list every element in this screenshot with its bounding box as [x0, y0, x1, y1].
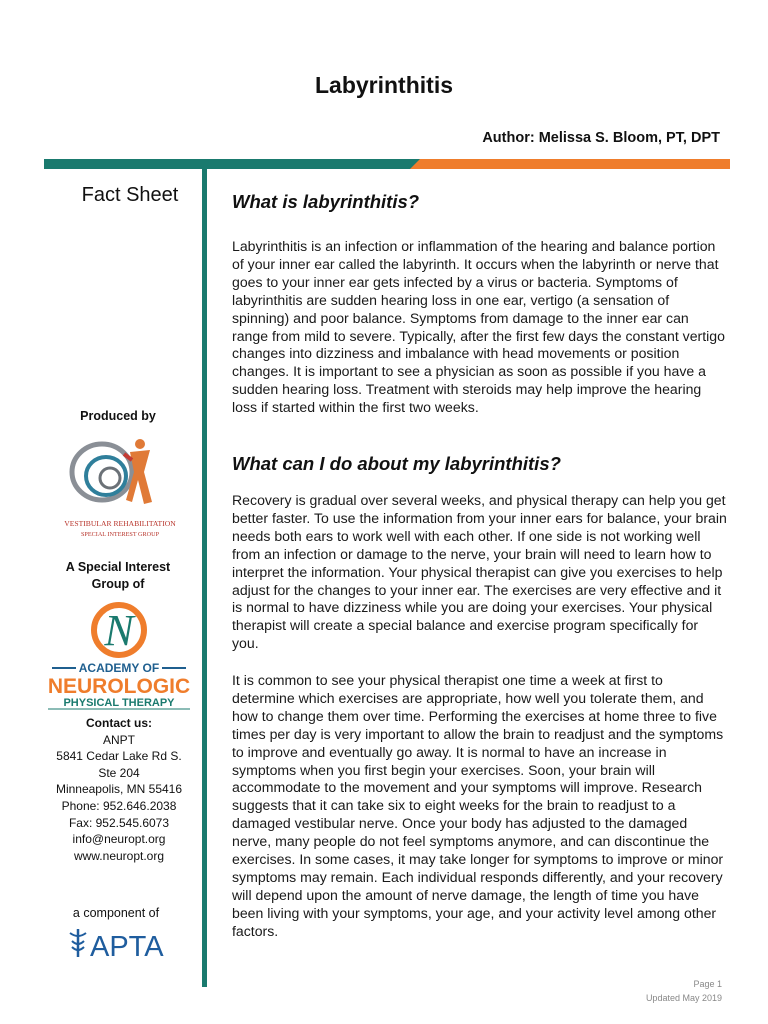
anpt-logo — [42, 598, 196, 710]
contact-email-link[interactable]: info@neuropt.org — [72, 832, 166, 847]
contact-phone: Phone: 952.646.2038 — [61, 798, 177, 813]
contact-line: Ste 204 — [98, 765, 140, 780]
caduceus-icon — [70, 929, 86, 957]
section-body-what-is: Labyrinthitis is an infection or inflammation of the hearing and balance portion of your inner ear called the labyrinth. It occurs when the labyrinth or nerve that goes to your inner ear gets infected by a virus or bacteria. Symptoms of labyrinthitis are sudden hearing loss in one ear, vertigo (a sensation of spinning) and poor balance. Symptoms from damage to the inner ear can range from mild to severe. Typically, after the first few days the constant vertigo changes into dizziness and imbalance with head movements or position changes. It is important to see a physician as soon as possible if you have a sudden hearing loss. Treatment with steroids may help improve the hearing loss if started within the first two weeks. — [232, 238, 725, 416]
fact-sheet-label: Fact Sheet — [81, 184, 179, 206]
apta-logo — [66, 925, 174, 961]
special-interest-label: A Special Interest Group of — [65, 560, 171, 591]
teal-band — [44, 159, 420, 169]
anpt-line1: ACADEMY OF — [78, 661, 160, 675]
vestibular-rehab-logo — [60, 432, 180, 542]
anpt-line2: NEUROLOGIC — [47, 675, 191, 698]
svg-text:N: N — [104, 606, 134, 655]
header-divider-band — [44, 159, 730, 169]
produced-by-label: Produced by — [80, 409, 156, 423]
contact-block — [44, 715, 194, 864]
vr-swirl-icon — [72, 439, 152, 504]
updated-date: Updated May 2019 — [645, 993, 722, 1003]
vr-logo-line2: SPECIAL INTEREST GROUP — [80, 531, 160, 538]
contact-label: Contact us: — [86, 716, 152, 730]
vr-logo-line1: VESTIBULAR REHABILITATION — [64, 519, 176, 528]
section-body-paragraph-2: It is common to see your physical therapist one time a week at first to determine which exercises are appropriate, how well you tolerate them, and how to change them over time. Performing the exercises at home three to five times per day is very important to allow the brain to readjust and the symptoms to improve and eventually go away. It is normal to have an increase in symptoms when you first begin your exercises. Soon, your brain will accommodate to the movement and your symptoms will improve. Research suggests that it can take six to eight weeks for the brain to readjust to a damaged vestibular nerve. Once your body has adjusted to the damaged nerve, many people do not feel symptoms anymore, and can discontinue the exercises. In some cases, it may take longer for symptoms to improve or minor symptoms may remain. Each individual responds differently, and your recovery will depend upon the amount of nerve damage, the length of time you have been living with your symptoms, your age, and your activity level among other factors. — [232, 672, 724, 939]
contact-line: 5841 Cedar Lake Rd S. — [56, 749, 182, 764]
contact-line: Minneapolis, MN 55416 — [55, 782, 183, 797]
section-body-paragraph-1: Recovery is gradual over several weeks, and physical therapy can help you get better faster. To use the information from your inner ears for balance, your brain needs both ears to work well with each other. If one side is not working well from an infection or damage to the nerve, your brain will need to learn how to interpret the information. Your physical therapist can give you exercises to help adjust for the changes to your inner ear. The exercises are very effective and it is normal to have dizziness while you are doing your exercises. Your physical therapist will create a special balance and exercise program specifically for you. — [232, 492, 727, 652]
orange-band — [410, 159, 730, 169]
anpt-n-icon — [94, 605, 144, 655]
author-line: Author: Melissa S. Bloom, PT, DPT — [482, 130, 720, 146]
contact-line: ANPT — [102, 732, 135, 747]
sidebar-divider — [202, 169, 207, 987]
page-title: Labyrinthitis — [314, 72, 453, 98]
component-of-label: a component of — [72, 906, 160, 920]
section-heading-what-can-i-do: What can I do about my labyrinthitis? — [232, 453, 561, 474]
apta-wordmark: APTA — [90, 931, 164, 961]
contact-fax: Fax: 952.545.6073 — [68, 815, 170, 830]
page-number: Page 1 — [693, 979, 722, 989]
section-heading-what-is: What is labyrinthitis? — [232, 191, 420, 212]
anpt-line3: PHYSICAL THERAPY — [63, 697, 175, 709]
contact-website-link[interactable]: www.neuropt.org — [73, 848, 165, 863]
